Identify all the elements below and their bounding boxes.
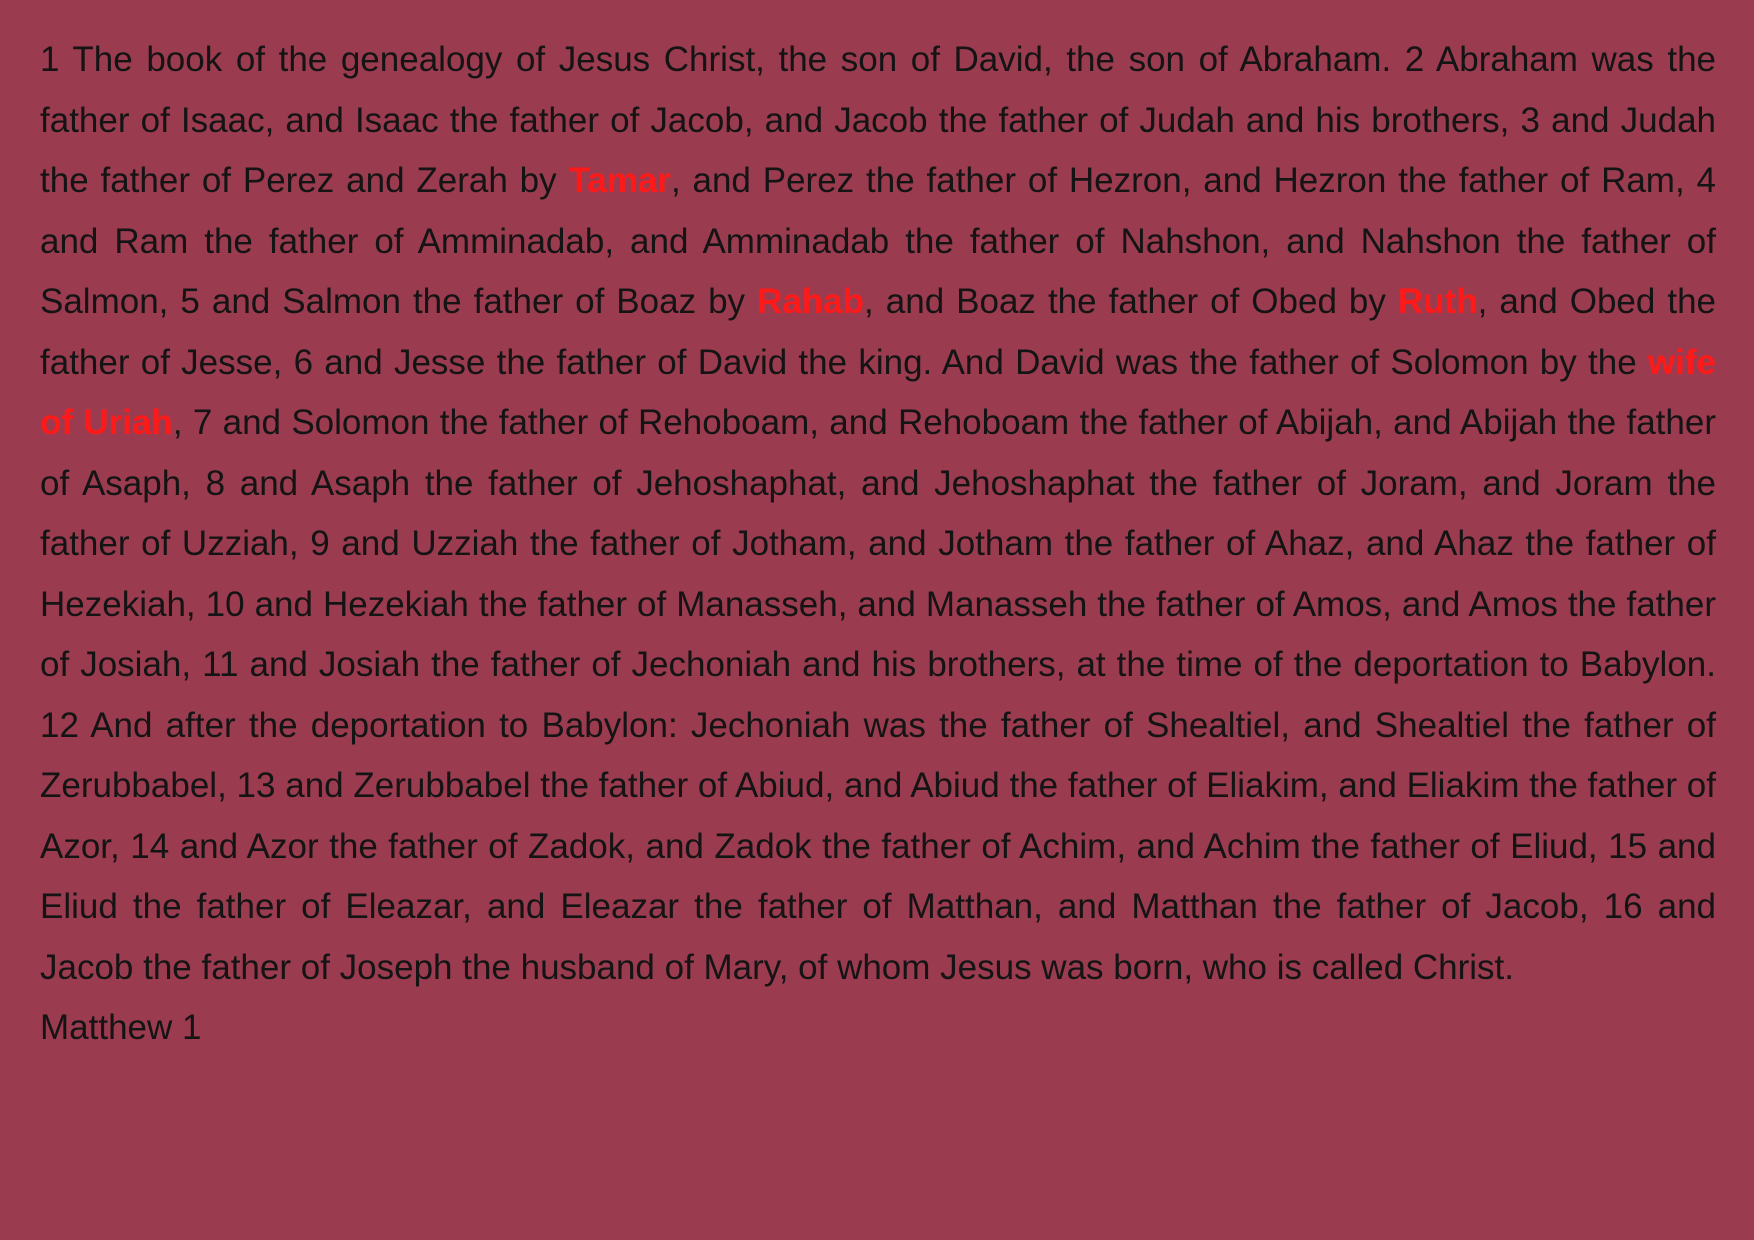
highlighted-name-tamar: Tamar	[568, 161, 671, 200]
passage-text-1: 1 The book of the genealogy of Jesus Christ, the son of David, the son of Abraham. 2 Abraham was the father of Isaac, and Isaac the father of Jacob, and Jacob the father of Judah and his brothers, 3 and Judah the father of Perez and Zerah by	[40, 40, 1716, 200]
highlighted-name-wife-of-uriah: wife of Uriah	[40, 342, 1716, 442]
highlighted-name-ruth: Ruth	[1397, 282, 1478, 321]
passage-text-3: , and Boaz the father of Obed by	[864, 282, 1398, 321]
passage-text-2: , and Perez the father of Hezron, and Hezron the father of Ram, 4 and Ram the father of Amminadab, and Amminadab the father of Nahshon, and Nahshon the father of Salmon, 5 and Salmon the father of Boaz by	[40, 161, 1716, 321]
passage-text-4: , and Obed the father of Jesse, 6 and Jesse the father of David the king. And David was the father of Solomon by the	[40, 282, 1717, 382]
scripture-reference: Matthew 1	[40, 1008, 202, 1047]
highlighted-name-rahab: Rahab	[757, 282, 865, 321]
scripture-passage	[40, 30, 1716, 998]
passage-text-5: , 7 and Solomon the father of Rehoboam, and Rehoboam the father of Abijah, and Abijah the father of Asaph, 8 and Asaph the father of Jehoshaphat, and Jehoshaphat the father of Joram, and Joram the father of Uzziah, 9 and Uzziah the father of Jotham, and Jotham the father of Ahaz, and Ahaz the father of Hezekiah, 10 and Hezekiah the father of Manasseh, and Manasseh the father of Amos, and Amos the father of Josiah, 11 and Josiah the father of Jechoniah and his brothers, at the time of the deportation to Babylon. 12 And after the deportation to Babylon: Jechoniah was the father of Shealtiel, and Shealtiel the father of Zerubbabel, 13 and Zerubbabel the father of Abiud, and Abiud the father of Eliakim, and Eliakim the father of Azor, 14 and Azor the father of Zadok, and Zadok the father of Achim, and Achim the father of Eliud, 15 and Eliud the father of Eleazar, and Eleazar the father of Matthan, and Matthan the father of Jacob, 16 and Jacob the father of Joseph the husband of Mary, of whom Jesus was born, who is called Christ.	[40, 403, 1716, 987]
